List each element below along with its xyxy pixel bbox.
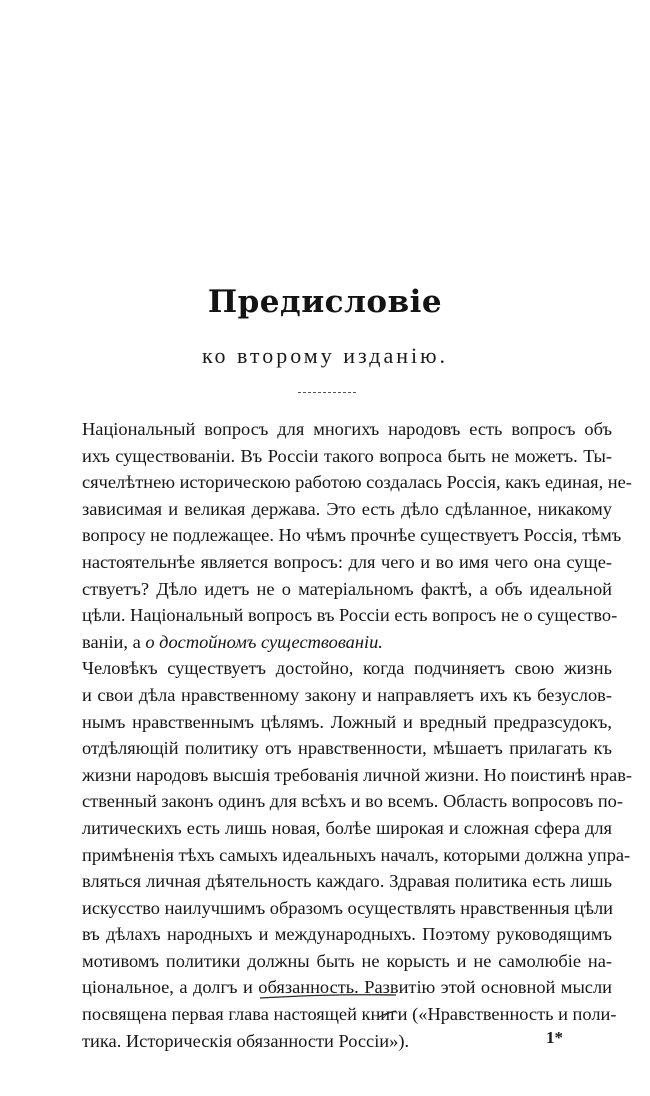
page-title: Предисловіе [207,284,443,320]
text-line: вляться личная дѣятельность каждаго. Здравая политика есть лишь [82,871,612,892]
paragraph-2 [58,655,633,1054]
ornament-divider [298,392,356,395]
paragraph-1 [58,416,632,655]
text-line: ихъ существованіи. Въ Россіи такого вопроса быть не можетъ. Ты- [82,445,612,466]
text-line: жизни народовъ высшія требованія личной жизни. Но поистинѣ нрав- [82,764,633,785]
text-line: нымъ нравственнымъ цѣлямъ. Ложный и вредный предразсудокъ, [82,711,612,732]
page-number: 1* [546,1028,563,1047]
text-line: настоятельнѣе является вопросъ: для чего и во имя чего она суще- [82,551,612,572]
text-line: примѣненія тѣхъ самыхъ идеальныхъ началъ, которыми должна упра- [82,844,631,865]
text-line: тика. Историческія обязанности Россіи»). [82,1030,410,1051]
text-line: мотивомъ политики должны быть не корысть и не самолюбіе на- [82,950,612,971]
text-line: сячелѣтнею историческою работою создалась Россія, какъ единая, не- [82,472,632,493]
text-line [58,629,612,656]
text-line: Человѣкъ существуетъ достойно, когда подчиняетъ свою жизнь [82,658,612,679]
text-line: въ дѣлахъ народныхъ и международныхъ. Поэтому руководящимъ [82,924,612,945]
text-line: ственный законъ одинъ для всѣхъ и во всемъ. Область вопросовъ по- [82,791,623,812]
text-line: ствуетъ? Дѣло идетъ не о матеріальномъ фактѣ, а объ идеальной [82,578,612,599]
text-line: зависимая и великая держава. Это есть дѣло сдѣланное, никакому [82,498,612,519]
text-line: отдѣляющій политику отъ нравственности, мѣшаетъ прилагать къ [82,738,612,759]
text-line: ціональное, а долгъ и обязанность. Развитію этой основной мысли [82,977,612,998]
text-line: искусство наилучшимъ образомъ осуществлять нравственныя цѣли [82,897,613,918]
text-fragment: ваніи, а [82,631,146,652]
text-line: литическихъ есть лишь новая, болѣе широкая и сложная сфера для [82,817,612,838]
body-text [58,416,633,1054]
text-line: цѣли. Національный вопросъ въ Россіи есть вопросъ не о существо- [82,605,618,626]
text-line: вопросу не подлежащее. Но чѣмъ прочнѣе существуетъ Россія, тѣмъ [82,525,622,546]
text-line: и свои дѣла нравственному закону и направляетъ ихъ къ безуслов- [82,684,612,705]
page-subtitle: ко второму изданію. [201,343,449,368]
text-line: Національный вопросъ для многихъ народовъ есть вопросъ объ [82,419,612,439]
italic-phrase: о достойномъ существованіи. [145,631,383,652]
text-line: посвящена первая глава настоящей книги («Нравственность и поли- [82,1004,617,1025]
